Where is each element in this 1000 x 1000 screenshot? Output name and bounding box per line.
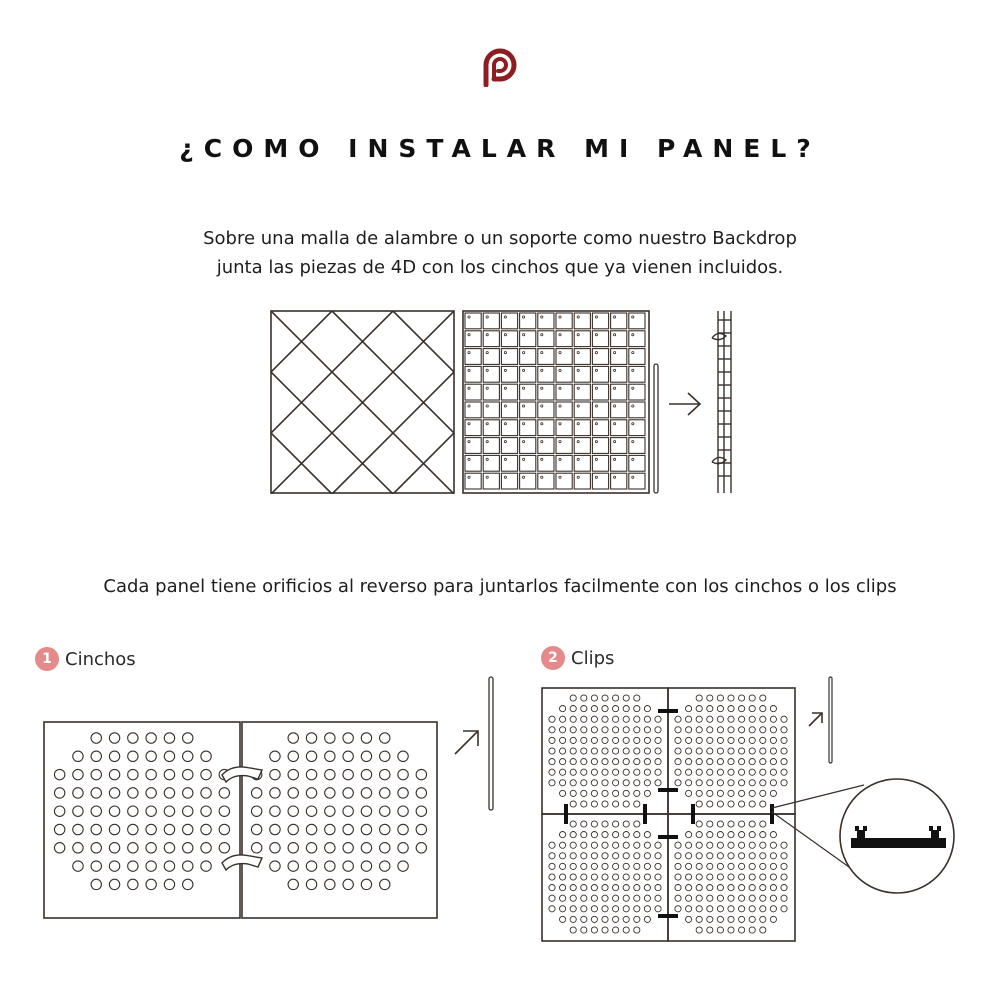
intro-line-1: Sobre una malla de alambre o un soporte como nuestro Backdrop bbox=[203, 228, 797, 249]
wire-mesh-illustration bbox=[88, 311, 637, 494]
step-number-badge: 2 bbox=[541, 646, 565, 670]
step-label: Cinchos bbox=[65, 648, 136, 670]
page-title: ¿COMO INSTALAR MI PANEL? bbox=[179, 134, 821, 163]
tile-panel-illustration bbox=[463, 311, 649, 493]
arrow-up-right-icon bbox=[809, 713, 822, 726]
arrow-right-icon bbox=[669, 393, 700, 415]
cinchos-panels-illustration bbox=[44, 722, 437, 918]
zip-tie-rod-icon bbox=[489, 677, 493, 810]
arrow-up-right-icon bbox=[455, 731, 478, 754]
clip-detail-magnifier bbox=[772, 779, 954, 893]
clips-panels-illustration bbox=[542, 688, 795, 941]
step-number-badge: 1 bbox=[35, 647, 59, 671]
intro-line-2: junta las piezas de 4D con los cinchos que ya vienen incluidos. bbox=[216, 257, 784, 278]
zip-tie-rod-icon bbox=[654, 364, 658, 493]
side-view-assembly-illustration bbox=[712, 311, 731, 493]
step-label: Clips bbox=[571, 647, 615, 669]
clip-rod-icon bbox=[829, 677, 832, 763]
section-subtitle: Cada panel tiene orificios al reverso para juntarlos facilmente con los cinchos o los clips bbox=[103, 576, 897, 597]
